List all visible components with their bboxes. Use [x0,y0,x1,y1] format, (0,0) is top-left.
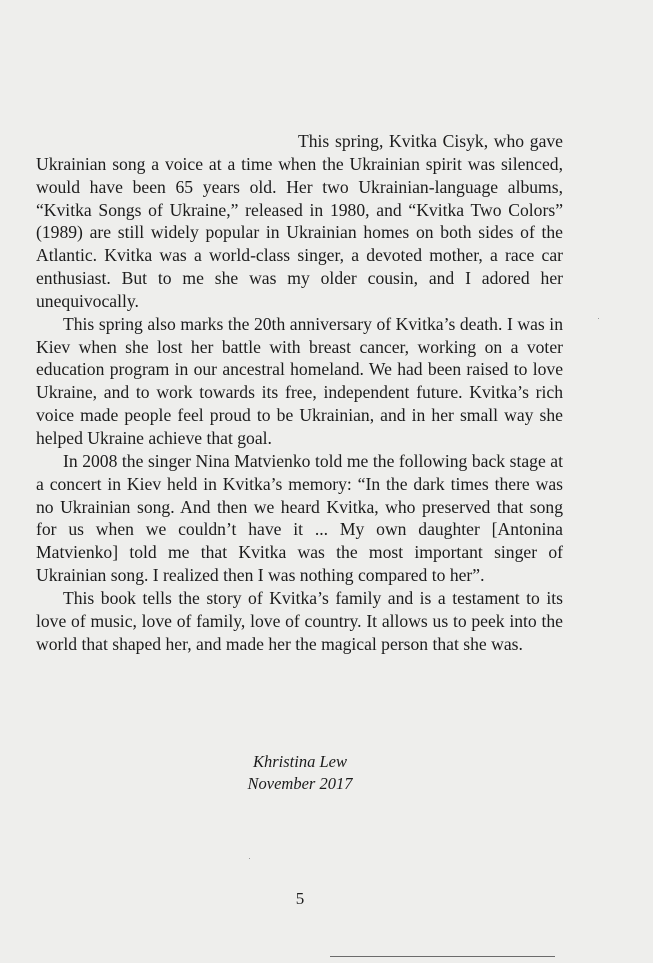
author-name: Khristina Lew [253,752,347,771]
paragraph-4: This book tells the story of Kvitka’s family and is a testament to its love of music, love of family, love of country. It allows us to peek into the world that shaped her, and made her the magical person that she was. [36,587,563,654]
scan-edge-line [330,956,555,957]
paragraph-1: This spring, Kvitka Cisyk, who gave Ukrainian song a voice at a time when the Ukrainian spirit was silenced, would have been 65 years old. Her two Ukrainian-language albums, “Kvitka Songs of Ukraine,” released in 1980, and “Kvitka Two Colors” (1989) are still widely popular in Ukrainian homes on both sides of the Atlantic. Kvitka was a world-class singer, a devoted mother, a race car enthusiast. But to me she was my older cousin, and I adored her unequivocally. [36,131,563,311]
body-text [36,130,563,655]
signature-date: November 2017 [247,774,353,793]
page-number: 5 [295,889,305,908]
paragraph-3: In 2008 the singer Nina Matvienko told me the following back stage at a concert in Kiev held in Kvitka’s memory: “In the dark times there was no Ukrainian song. And then we heard Kvitka, who preserved that song for us when we couldn’t have it ... My own daughter [Antonina Matvienko] told me that Kvitka was the most important singer of Ukrainian song. I realized then I was nothing compared to her”. [36,450,563,586]
scan-speck [598,318,599,319]
signature-block [200,751,400,795]
paragraph-2: This spring also marks the 20th anniversary of Kvitka’s death. I was in Kiev when she lost her battle with breast cancer, working on a voter education program in our ancestral homeland. We had been raised to love Ukraine, and to work towards its free, independent future. Kvitka’s rich voice made people feel proud to be Ukrainian, and in her small way she helped Ukraine achieve that goal. [36,313,563,448]
scan-speck [249,858,250,859]
